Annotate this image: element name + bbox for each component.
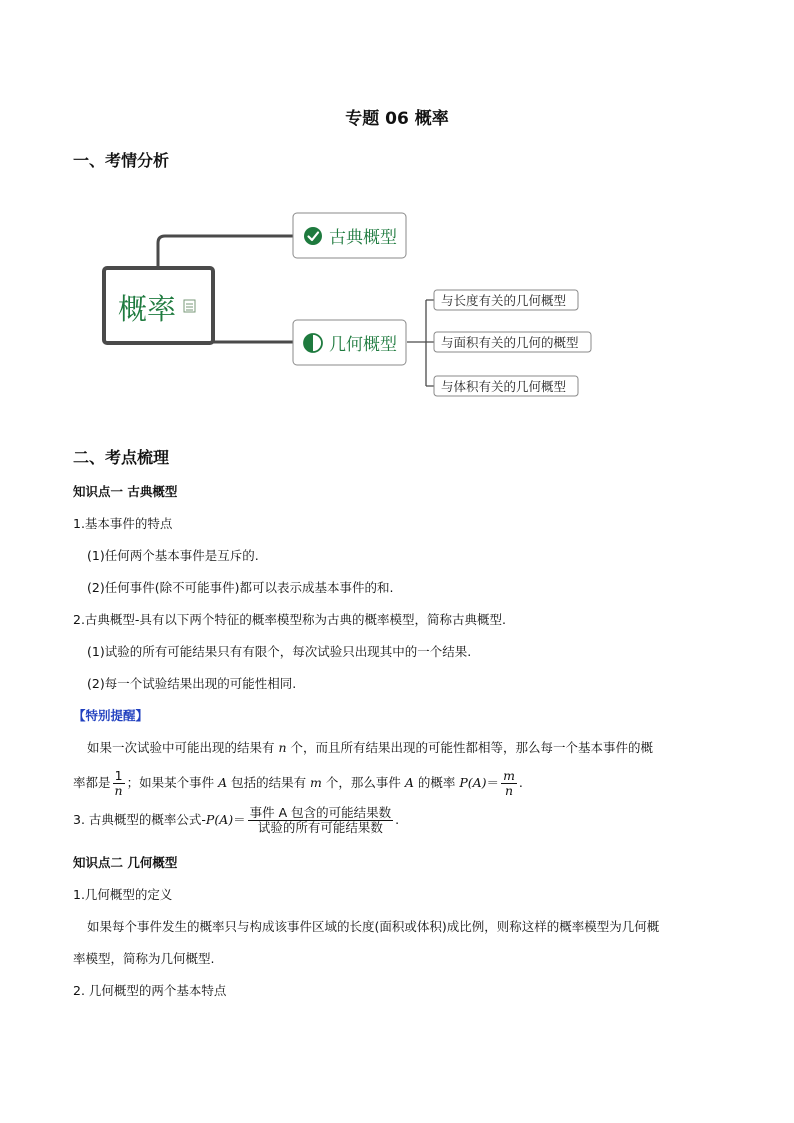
k1-item-3-formula	[73, 805, 399, 835]
special-reminder-label: 【特别提醒】	[73, 708, 149, 723]
mindmap-sub-length-label: 与长度有关的几何概型	[441, 293, 567, 308]
connector-root-classic	[158, 236, 293, 268]
k1-item-2: 2.古典概型-具有以下两个特征的概率模型称为古典的概率模型，简称古典概型.	[73, 612, 506, 627]
probability-PA: P(A)	[205, 812, 234, 827]
var-m: m	[310, 775, 322, 790]
k2-item-1: 1.几何概型的定义	[73, 887, 173, 902]
fraction-1-over-n	[113, 769, 125, 798]
note-icon	[184, 300, 195, 312]
k1-item-2a: (1)试验的所有可能结果只有有限个，每次试验只出现其中的一个结果.	[87, 644, 472, 659]
knowledge-point-2-heading: 知识点二 几何概型	[73, 855, 178, 870]
k1-item-2b: (2)每一个试验结果出现的可能性相同.	[87, 676, 297, 691]
fraction-numerator: 1	[113, 769, 125, 784]
var-A: A	[218, 775, 228, 790]
period: .	[395, 812, 400, 827]
formula-numerator: 事件 A 包含的可能结果数	[249, 805, 392, 820]
reminder-text: ；如果某个事件	[126, 775, 219, 790]
reminder-text: 个，而且所有结果出现的可能性都相等，那么每一个基本事件的概	[286, 740, 654, 755]
section-heading-points: 二、考点梳理	[73, 448, 170, 467]
reminder-line-2	[73, 768, 523, 798]
k2-definition-line-2: 率模型，简称为几何概型.	[73, 951, 215, 966]
var-n: n	[278, 740, 287, 755]
fraction-denominator: n	[114, 783, 123, 798]
k1-item-1: 1.基本事件的特点	[73, 516, 173, 531]
mindmap-sub-volume-label: 与体积有关的几何概型	[441, 379, 567, 394]
mindmap-root-label: 概率	[118, 292, 177, 326]
k1-item-1a: (1)任何两个基本事件是互斥的.	[87, 548, 259, 563]
reminder-text: 率都是	[73, 775, 111, 790]
check-circle-icon	[304, 227, 322, 245]
fraction-numerator: m	[503, 768, 515, 783]
section-heading-analysis: 一、考情分析	[73, 151, 170, 170]
k2-item-2: 2. 几何概型的两个基本特点	[73, 983, 227, 998]
knowledge-point-1-heading: 知识点一 古典概型	[73, 484, 178, 499]
k2-definition-line-1: 如果每个事件发生的概率只与构成该事件区域的长度(面积或体积)成比例，则称这样的概率模型为几何概	[87, 919, 660, 934]
equals-sign: ＝	[486, 775, 500, 790]
reminder-line-1	[87, 740, 653, 756]
mindmap-branch-geometric-label: 几何概型	[329, 335, 397, 355]
formula-label: 3. 古典概型的概率公式-	[73, 812, 206, 827]
formula-fraction	[248, 806, 394, 835]
page-title: 专题 06 概率	[345, 109, 449, 129]
reminder-text: 包括的结果有	[227, 775, 311, 790]
mindmap-sub-area-label: 与面积有关的几何的概型	[441, 335, 579, 350]
fraction-m-over-n	[501, 769, 517, 798]
half-circle-icon	[304, 334, 322, 352]
reminder-text: 的概率	[413, 775, 460, 790]
fraction-denominator: n	[504, 783, 514, 798]
period: .	[518, 775, 523, 790]
probability-PA: P(A)	[459, 775, 487, 790]
connector-geometric-subs	[407, 300, 434, 386]
reminder-text: 个，那么事件	[321, 775, 405, 790]
mindmap-branch-classic-label: 古典概型	[329, 228, 397, 248]
equals-sign: ＝	[233, 812, 246, 827]
formula-denominator: 试验的所有可能结果数	[257, 820, 383, 835]
k1-item-1b: (2)任何事件(除不可能事件)都可以表示成基本事件的和.	[87, 580, 394, 595]
reminder-text: 如果一次试验中可能出现的结果有	[87, 740, 279, 755]
var-A: A	[404, 775, 414, 790]
mindmap	[0, 0, 794, 420]
